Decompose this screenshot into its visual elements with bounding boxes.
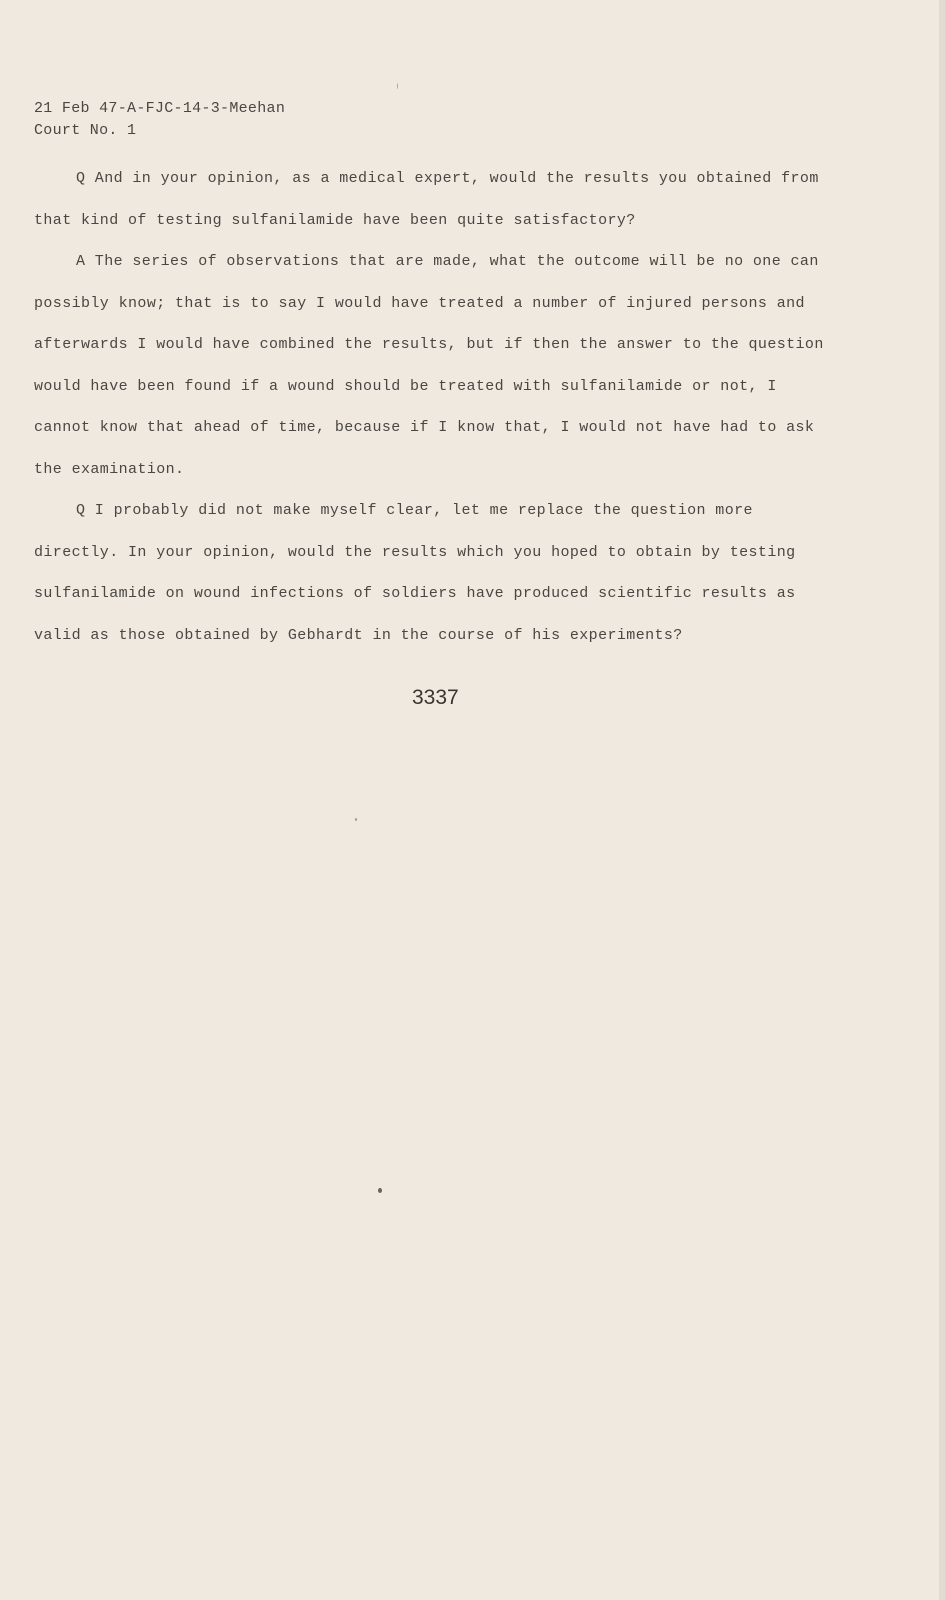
header-date-line: 21 Feb 47-A-FJC-14-3-Meehan	[34, 100, 286, 117]
page-number: 3337	[412, 686, 459, 709]
page-edge	[939, 0, 945, 1600]
answer-paragraph: A The series of observations that are made, what the outcome will be no one can possibly know; that is to say I would have treated a number of injured persons and afterwards I would have combined the results, but if then the answer to the question would have been found if a wound should be treated with sulfanilamide or not, I cannot know that ahead of time, because if I know that, I would not have had to ask the examination.	[34, 253, 824, 478]
paper-speck	[355, 818, 357, 821]
document-header	[34, 98, 285, 142]
paper-speck	[397, 83, 398, 89]
header-court-line: Court No. 1	[34, 122, 137, 139]
question-paragraph: Q And in your opinion, as a medical expert, would the results you obtained from that kind of testing sulfanilamide have been quite satisfactory?	[34, 170, 819, 229]
paper-speck	[378, 1188, 382, 1193]
transcript-body	[34, 158, 834, 656]
question-paragraph: Q I probably did not make myself clear, let me replace the question more directly. In your opinion, would the results which you hoped to obtain by testing sulfanilamide on wound infections of soldiers have produced scientific results as valid as those obtained by Gebhardt in the course of his experiments?	[34, 502, 796, 644]
